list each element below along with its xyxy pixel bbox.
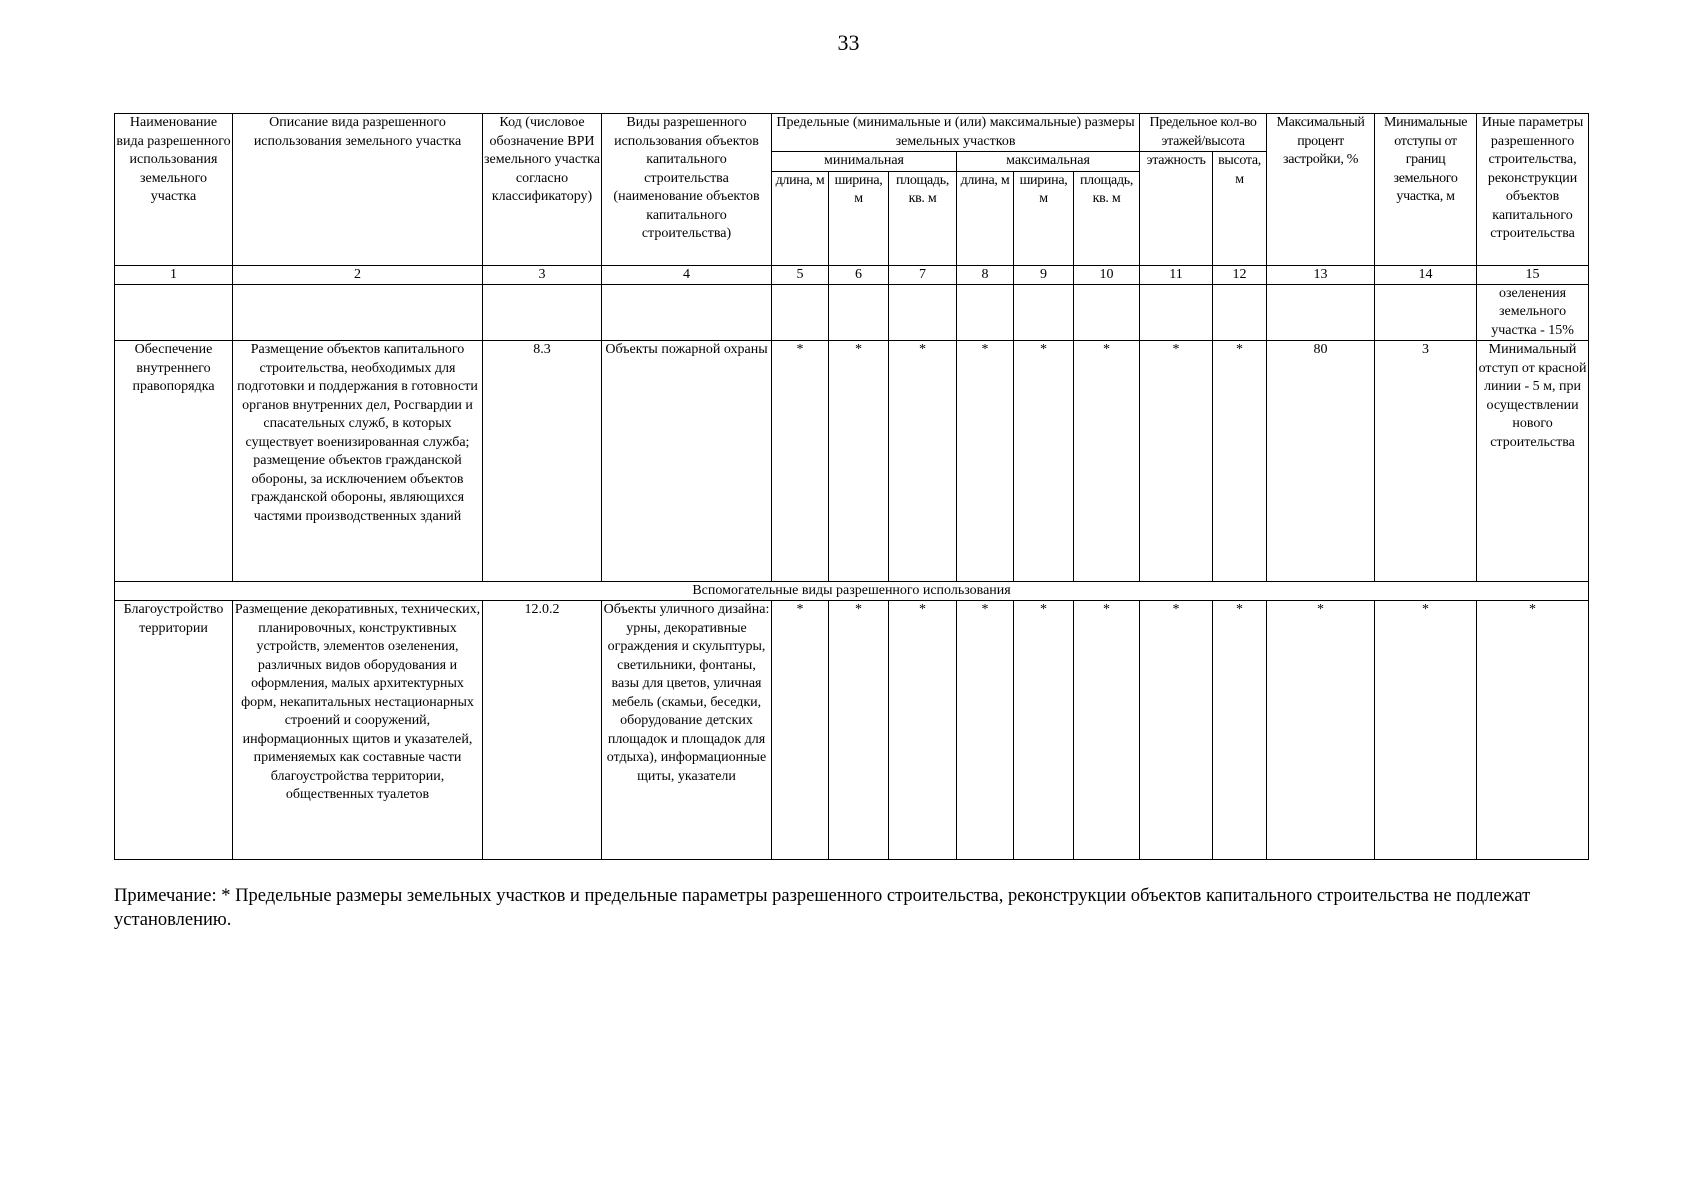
row-code: 8.3: [483, 341, 602, 582]
continuation-row: [115, 284, 1589, 341]
col-number: 2: [233, 265, 483, 284]
row-c13: 80: [1267, 341, 1375, 582]
row-c9: *: [1014, 601, 1074, 860]
aux-section-header-row: [115, 582, 1589, 601]
header-max-area: площадь, кв. м: [1074, 171, 1140, 265]
row-c15: Минимальный отступ от красной линии - 5 м, при осуществлении нового строительства: [1477, 341, 1589, 582]
row-c11: *: [1140, 341, 1213, 582]
header-col15: Иные параметры разрешенного строительства, реконструкции объектов капитального строительства: [1477, 114, 1589, 266]
zoning-table-container: [114, 113, 1588, 860]
row-c6: *: [829, 341, 889, 582]
row-c7: *: [889, 601, 957, 860]
column-number-row: [115, 265, 1589, 284]
row-description: Размещение декоративных, технических, планировочных, конструктивных устройств, элементов озеленения, различных видов оборудования и оформления, малых архитектурных форм, некапитальных нестационарных строений и сооружений, информационных щитов и указателей, применяемых как составные части благоустройства территории, общественных туалетов: [233, 601, 483, 860]
empty-cell: [115, 284, 233, 341]
empty-cell: [1074, 284, 1140, 341]
row-c5: *: [772, 601, 829, 860]
col-number: 5: [772, 265, 829, 284]
col-number: 7: [889, 265, 957, 284]
header-col4: Виды разрешенного использования объектов капитального строительства (наименование объектов капитального строительства): [602, 114, 772, 266]
aux-section-header: Вспомогательные виды разрешенного использования: [115, 582, 1589, 601]
row-objects: Объекты пожарной охраны: [602, 341, 772, 582]
header-group-floors: Предельное кол-во этажей/высота: [1140, 114, 1267, 152]
header-min-area: площадь, кв. м: [889, 171, 957, 265]
row-c10: *: [1074, 601, 1140, 860]
col-number: 14: [1375, 265, 1477, 284]
header-group-sizes: Предельные (минимальные и (или) максимальные) размеры земельных участков: [772, 114, 1140, 152]
col-number: 8: [957, 265, 1014, 284]
row-c14: 3: [1375, 341, 1477, 582]
row-name: Обеспечение внутреннего правопорядка: [115, 341, 233, 582]
empty-cell: [1140, 284, 1213, 341]
header-col2: Описание вида разрешенного использования земельного участка: [233, 114, 483, 266]
col-number: 12: [1213, 265, 1267, 284]
header-col3: Код (числовое обозначение ВРИ земельного участка согласно классификатору): [483, 114, 602, 266]
row-c8: *: [957, 601, 1014, 860]
row-c15: *: [1477, 601, 1589, 860]
col-number: 4: [602, 265, 772, 284]
empty-cell: [233, 284, 483, 341]
row-c10: *: [1074, 341, 1140, 582]
row-c5: *: [772, 341, 829, 582]
empty-cell: [1267, 284, 1375, 341]
row-description: Размещение объектов капитального строительства, необходимых для подготовки и поддержания в готовности органов внутренних дел, Росгвардии и спасательных служб, в которых существует военизированная служба; размещение объектов гражданской обороны, за исключением объектов гражданской обороны, являющихся частями производственных зданий: [233, 341, 483, 582]
row-objects: Объекты уличного дизайна: урны, декоративные ограждения и скульптуры, светильники, фонтаны, вазы для цветов, уличная мебель (скамьи, беседки, оборудование детских площадок и площадок для отдыха), информационные щиты, указатели: [602, 601, 772, 860]
header-floors: этажность: [1140, 152, 1213, 266]
header-height: высота, м: [1213, 152, 1267, 266]
row-c9: *: [1014, 341, 1074, 582]
row-c7: *: [889, 341, 957, 582]
header-row-1: [115, 114, 1589, 152]
row-c12: *: [1213, 341, 1267, 582]
row-c8: *: [957, 341, 1014, 582]
table-row-aux: [115, 601, 1589, 860]
table-row-main: [115, 341, 1589, 582]
header-min-width: ширина, м: [829, 171, 889, 265]
empty-cell: [829, 284, 889, 341]
footnote: Примечание: * Предельные размеры земельных участков и предельные параметры разрешенного строительства, реконструкции объектов капитального строительства не подлежат установлению.: [114, 886, 1531, 930]
col-number: 10: [1074, 265, 1140, 284]
header-col13: Максимальный процент застройки, %: [1267, 114, 1375, 266]
row-c12: *: [1213, 601, 1267, 860]
header-min-length: длина, м: [772, 171, 829, 265]
row-code: 12.0.2: [483, 601, 602, 860]
header-max-width: ширина, м: [1014, 171, 1074, 265]
zoning-table: [114, 113, 1589, 860]
col-number: 13: [1267, 265, 1375, 284]
header-col14: Минимальные отступы от границ земельного участка, м: [1375, 114, 1477, 266]
header-max-length: длина, м: [957, 171, 1014, 265]
row-c14: *: [1375, 601, 1477, 860]
header-max: максимальная: [957, 152, 1140, 172]
continuation-col15: озеленения земельного участка - 15%: [1477, 284, 1589, 341]
empty-cell: [889, 284, 957, 341]
empty-cell: [1213, 284, 1267, 341]
empty-cell: [483, 284, 602, 341]
empty-cell: [1014, 284, 1074, 341]
empty-cell: [602, 284, 772, 341]
row-name: Благоустройство территории: [115, 601, 233, 860]
col-number: 11: [1140, 265, 1213, 284]
col-number: 15: [1477, 265, 1589, 284]
row-c13: *: [1267, 601, 1375, 860]
col-number: 9: [1014, 265, 1074, 284]
empty-cell: [1375, 284, 1477, 341]
header-col1: Наименование вида разрешенного использования земельного участка: [115, 114, 233, 266]
row-c6: *: [829, 601, 889, 860]
empty-cell: [957, 284, 1014, 341]
col-number: 6: [829, 265, 889, 284]
page-number: 33: [837, 30, 860, 55]
col-number: 3: [483, 265, 602, 284]
header-min: минимальная: [772, 152, 957, 172]
col-number: 1: [115, 265, 233, 284]
empty-cell: [772, 284, 829, 341]
row-c11: *: [1140, 601, 1213, 860]
